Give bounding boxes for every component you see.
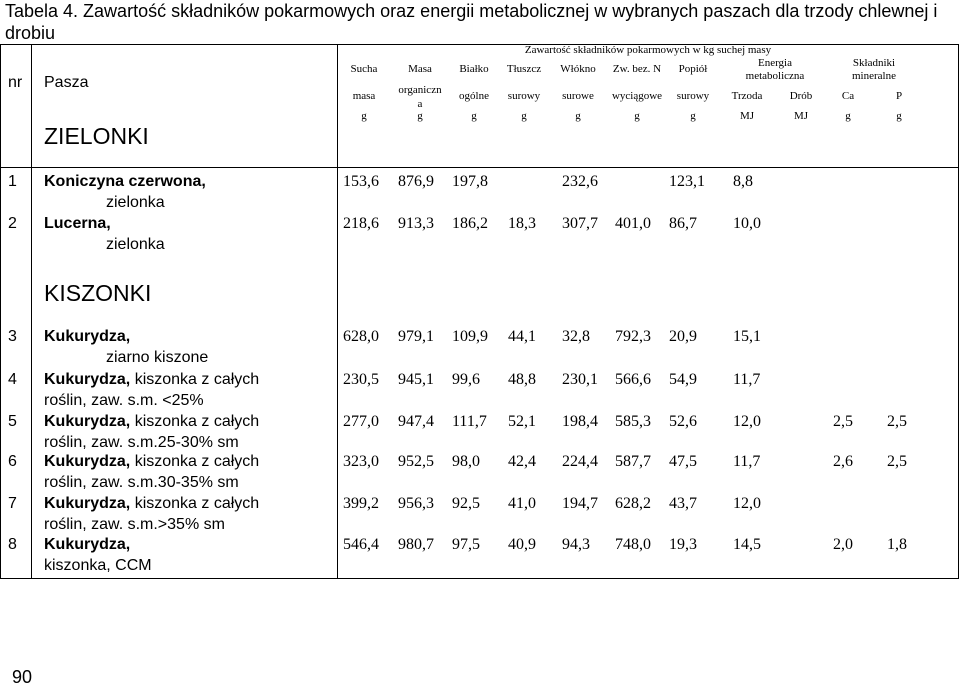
- table-cell: 980,7: [398, 536, 434, 553]
- column-header-top: Białko: [459, 63, 489, 75]
- table-cell: 401,0: [615, 215, 651, 232]
- table-cell: 109,9: [452, 328, 488, 345]
- row-number: 3: [8, 328, 17, 345]
- table-border-bottom: [0, 578, 959, 579]
- table-cell: 86,7: [669, 215, 697, 232]
- table-cell: 585,3: [615, 413, 651, 430]
- table-cell: 218,6: [343, 215, 379, 232]
- column-header-bottom: Trzoda: [731, 90, 763, 102]
- table-cell: 123,1: [669, 173, 705, 190]
- table-cell: 97,5: [452, 536, 480, 553]
- table-cell: 153,6: [343, 173, 379, 190]
- row-name: [44, 412, 259, 432]
- table-cell: 194,7: [562, 495, 598, 512]
- column-header-bottom: Drób: [789, 90, 813, 102]
- row-name-line2: kiszonka, CCM: [44, 557, 152, 574]
- table-cell: 566,6: [615, 371, 651, 388]
- table-cell: 111,7: [452, 413, 487, 430]
- table-cell: 43,7: [669, 495, 697, 512]
- table-cell: 19,3: [669, 536, 697, 553]
- header-nr: nr: [8, 74, 23, 91]
- row-name: [44, 370, 259, 390]
- table-border-vertical: [337, 44, 338, 578]
- table-border-header: [0, 167, 959, 168]
- section-title: KISZONKI: [44, 280, 152, 306]
- row-name-bold: Kukurydza,: [44, 328, 131, 345]
- table-border-vertical: [31, 44, 32, 578]
- row-name-rest: kiszonka z całych: [130, 495, 260, 512]
- column-unit: g: [471, 110, 477, 122]
- column-header-bottom: ogólne: [459, 90, 489, 102]
- table-cell: 399,2: [343, 495, 379, 512]
- row-name-line2: ziarno kiszone: [106, 349, 209, 366]
- column-unit: g: [417, 110, 423, 122]
- table-cell: 224,4: [562, 453, 598, 470]
- table-cell: 11,7: [733, 371, 761, 388]
- table-cell: 230,1: [562, 371, 598, 388]
- row-name: [44, 214, 111, 234]
- row-name: [44, 535, 130, 555]
- table-cell: 2,5: [887, 413, 907, 430]
- table-cell: 2,5: [833, 413, 853, 430]
- column-header-bottom: organiczna: [398, 84, 442, 110]
- row-name-bold: Koniczyna czerwona,: [44, 173, 206, 190]
- table-cell: 12,0: [733, 495, 761, 512]
- column-unit: g: [521, 110, 527, 122]
- table-cell: 52,6: [669, 413, 697, 430]
- row-number: 8: [8, 536, 17, 553]
- column-header-top: Zw. bez. N: [612, 63, 662, 75]
- header-energy-group: Energia metaboliczna: [745, 57, 805, 82]
- table-cell: 41,0: [508, 495, 536, 512]
- row-name: [44, 452, 259, 472]
- column-header-top: Tłuszcz: [506, 63, 542, 75]
- table-cell: 952,5: [398, 453, 434, 470]
- table-cell: 628,2: [615, 495, 651, 512]
- table-cell: 913,3: [398, 215, 434, 232]
- header-group-title: Zawartość składników pokarmowych w kg suchej masy: [524, 44, 772, 56]
- column-header-top: Popiół: [678, 63, 708, 75]
- table-cell: 197,8: [452, 173, 488, 190]
- row-name-line2: zielonka: [106, 194, 165, 211]
- table-border-vertical: [0, 44, 1, 578]
- row-number: 5: [8, 413, 17, 430]
- row-name-line2: roślin, zaw. s.m.25-30% sm: [44, 434, 239, 451]
- table-cell: 32,8: [562, 328, 590, 345]
- table-cell: 186,2: [452, 215, 488, 232]
- table-cell: 792,3: [615, 328, 651, 345]
- row-name: [44, 327, 130, 347]
- column-unit: g: [361, 110, 367, 122]
- table-cell: 42,4: [508, 453, 536, 470]
- table-cell: 2,5: [887, 453, 907, 470]
- table-cell: 947,4: [398, 413, 434, 430]
- table-cell: 945,1: [398, 371, 434, 388]
- column-unit: MJ: [793, 110, 809, 122]
- table-cell: 92,5: [452, 495, 480, 512]
- table-cell: 44,1: [508, 328, 536, 345]
- column-unit: g: [690, 110, 696, 122]
- row-number: 2: [8, 215, 17, 232]
- table-cell: 54,9: [669, 371, 697, 388]
- row-name-line2: zielonka: [106, 236, 165, 253]
- table-cell: 10,0: [733, 215, 761, 232]
- table-cell: 52,1: [508, 413, 536, 430]
- table-cell: 546,4: [343, 536, 379, 553]
- column-header-top: Włókno: [560, 63, 596, 75]
- row-name-rest: kiszonka z całych: [130, 371, 260, 388]
- table-cell: 979,1: [398, 328, 434, 345]
- section-title: ZIELONKI: [44, 123, 149, 149]
- row-number: 1: [8, 173, 17, 190]
- column-unit: g: [896, 110, 902, 122]
- column-unit: g: [575, 110, 581, 122]
- column-header-bottom: surowe: [562, 90, 594, 102]
- table-cell: 20,9: [669, 328, 697, 345]
- table-cell: 98,0: [452, 453, 480, 470]
- row-name-bold: Kukurydza,: [44, 495, 131, 512]
- row-number: 6: [8, 453, 17, 470]
- table-cell: 323,0: [343, 453, 379, 470]
- header-pasza: Pasza: [44, 74, 89, 91]
- row-name-line2: roślin, zaw. s.m.30-35% sm: [44, 474, 239, 491]
- column-header-bottom: Ca: [841, 90, 855, 102]
- table-cell: 956,3: [398, 495, 434, 512]
- table-cell: 94,3: [562, 536, 590, 553]
- page-number: 90: [12, 667, 33, 687]
- column-unit: g: [845, 110, 851, 122]
- row-name-line2: roślin, zaw. s.m. <25%: [44, 392, 204, 409]
- row-name: [44, 172, 206, 192]
- column-header-top: Sucha: [350, 63, 378, 75]
- table-cell: 277,0: [343, 413, 379, 430]
- table-cell: 748,0: [615, 536, 651, 553]
- row-name: [44, 494, 259, 514]
- row-name-bold: Kukurydza,: [44, 536, 131, 553]
- table-cell: 11,7: [733, 453, 761, 470]
- table-cell: 230,5: [343, 371, 379, 388]
- table-cell: 628,0: [343, 328, 379, 345]
- table-cell: 876,9: [398, 173, 434, 190]
- table-cell: 232,6: [562, 173, 598, 190]
- table-border-vertical: [958, 44, 959, 578]
- row-name-bold: Kukurydza,: [44, 371, 131, 388]
- column-header-bottom: masa: [352, 90, 376, 102]
- row-name-bold: Kukurydza,: [44, 453, 131, 470]
- table-cell: 12,0: [733, 413, 761, 430]
- table-cell: 587,7: [615, 453, 651, 470]
- row-name-bold: Lucerna,: [44, 215, 111, 232]
- column-header-bottom: P: [895, 90, 903, 102]
- column-unit: g: [634, 110, 640, 122]
- row-number: 7: [8, 495, 17, 512]
- table-cell: 18,3: [508, 215, 536, 232]
- row-name-line2: roślin, zaw. s.m.>35% sm: [44, 516, 225, 533]
- table-cell: 198,4: [562, 413, 598, 430]
- table-cell: 15,1: [733, 328, 761, 345]
- row-number: 4: [8, 371, 17, 388]
- table-cell: 48,8: [508, 371, 536, 388]
- row-name-bold: Kukurydza,: [44, 413, 131, 430]
- table-cell: 2,6: [833, 453, 853, 470]
- column-header-bottom: surowy: [507, 90, 541, 102]
- table-cell: 307,7: [562, 215, 598, 232]
- table-cell: 99,6: [452, 371, 480, 388]
- header-minerals-group: Składniki mineralne: [852, 57, 896, 82]
- column-unit: MJ: [739, 110, 755, 122]
- table-cell: 8,8: [733, 173, 753, 190]
- table-caption: Tabela 4. Zawartość składników pokarmowych oraz energii metabolicznej w wybranych paszach dla trzody chlewnej i drobiu: [5, 1, 938, 43]
- table-cell: 2,0: [833, 536, 853, 553]
- row-name-rest: kiszonka z całych: [130, 453, 260, 470]
- table-cell: 47,5: [669, 453, 697, 470]
- table-cell: 40,9: [508, 536, 536, 553]
- row-name-rest: kiszonka z całych: [130, 413, 260, 430]
- column-header-bottom: surowy: [676, 90, 710, 102]
- table-cell: 14,5: [733, 536, 761, 553]
- column-header-bottom: wyciągowe: [611, 90, 663, 102]
- table-cell: 1,8: [887, 536, 907, 553]
- column-header-top: Masa: [408, 63, 432, 75]
